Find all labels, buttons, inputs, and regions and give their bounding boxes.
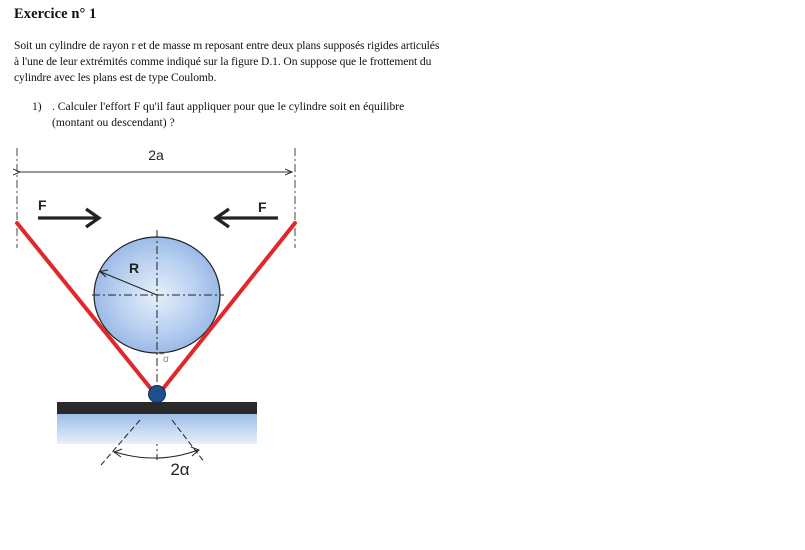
radius-label: R	[129, 260, 140, 276]
force-label-left: F	[38, 197, 47, 213]
angle-label: 2α	[170, 460, 190, 479]
ground-bar	[57, 402, 257, 414]
statement-line-2: à l'une de leur extrémités comme indiqué sur la figure D.1. On suppose que le frottement du	[14, 55, 432, 68]
statement-line-3: cylindre avec les plans est de type Coulomb.	[14, 71, 217, 84]
dimension-label-2a: 2a	[148, 147, 164, 163]
small-angle-label: α	[163, 354, 169, 365]
force-arrow-right	[216, 209, 278, 227]
pivot-joint	[149, 386, 166, 403]
exercise-title: Exercice n° 1	[14, 6, 97, 22]
statement-paragraph	[14, 38, 494, 86]
statement-line-1: Soit un cylindre de rayon r et de masse m reposant entre deux plans supposés rigides articulés	[14, 39, 440, 52]
force-label-right: F	[258, 199, 267, 215]
question-line-2: (montant ou descendant) ?	[52, 116, 175, 129]
ground-fill	[57, 414, 257, 444]
force-arrow-left	[38, 209, 99, 227]
question-line-1: . Calculer l'effort F qu'il faut appliquer pour que le cylindre soit en équilibre	[52, 100, 405, 113]
question-1	[32, 99, 404, 131]
question-number: 1)	[32, 100, 42, 113]
figure-d1	[0, 130, 320, 490]
